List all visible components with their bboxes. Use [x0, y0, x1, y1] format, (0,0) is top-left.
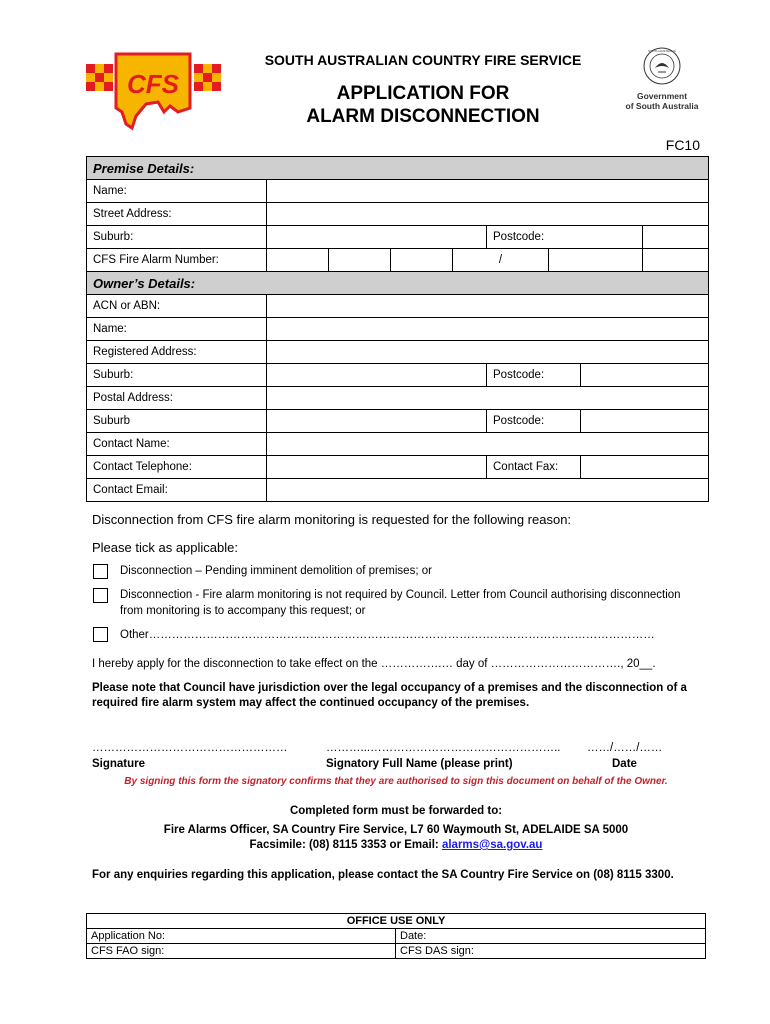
option-council-checkbox[interactable]	[93, 588, 108, 603]
owner-postal-label: Postal Address:	[87, 387, 267, 410]
tick-prompt: Please tick as applicable:	[92, 540, 238, 555]
owner-acn-label: ACN or ABN:	[87, 295, 267, 318]
owner-acn-field[interactable]	[267, 295, 709, 318]
office-use-table	[86, 913, 706, 959]
premise-section-header: Premise Details:	[87, 157, 709, 180]
date-line[interactable]: ……/……/……	[587, 742, 663, 754]
option-demolition-label: Disconnection – Pending imminent demolition of premises; or	[120, 565, 432, 577]
form-code: FC10	[665, 137, 700, 153]
option-other-label: Other……………………………………………………………………………………………………………………	[120, 629, 655, 641]
contact-name-label: Contact Name:	[87, 433, 267, 456]
gov-line2: of South Australia	[625, 101, 699, 111]
application-no-field[interactable]: Application No:	[87, 929, 396, 944]
premise-street-label: Street Address:	[87, 203, 267, 226]
premise-street-field[interactable]	[267, 203, 709, 226]
owner-registered-label: Registered Address:	[87, 341, 267, 364]
premise-name-label: Name:	[87, 180, 267, 203]
council-note-line2: required fire alarm system may affect the continued occupancy of the premises.	[92, 697, 530, 709]
contact-fax-label: Contact Fax:	[487, 456, 581, 479]
title-line2: ALARM DISCONNECTION	[306, 106, 540, 127]
gov-line1: Government	[636, 91, 688, 101]
das-sign-field[interactable]: CFS DAS sign:	[396, 944, 706, 959]
alarm-digit-box[interactable]	[329, 249, 391, 272]
fax-text: Facsimile: (08) 8115 3353 or Email:	[249, 839, 439, 851]
email-link[interactable]: alarms@sa.gov.au	[441, 839, 543, 851]
contact-phone-label: Contact Telephone:	[87, 456, 267, 479]
alarm-digit-box[interactable]	[643, 249, 709, 272]
fao-sign-field[interactable]: CFS FAO sign:	[87, 944, 396, 959]
signature-label: Signature	[92, 758, 146, 770]
signature-line[interactable]: ……………………………………………	[92, 742, 288, 754]
owner-postcode2-label: Postcode:	[487, 410, 581, 433]
contact-name-field[interactable]	[267, 433, 709, 456]
signatory-disclaimer: By signing this form the signatory confirms that they are authorised to sign this document on behalf of the Owner.	[124, 776, 668, 787]
alarm-digit-box[interactable]	[549, 249, 643, 272]
office-date-field[interactable]: Date:	[396, 929, 706, 944]
title-line1: APPLICATION FOR	[336, 83, 510, 104]
contact-phone-field[interactable]	[267, 456, 487, 479]
contact-fax-field[interactable]	[581, 456, 709, 479]
forwarding-address: Fire Alarms Officer, SA Country Fire Service, L7 60 Waymouth St, ADELAIDE SA 5000	[163, 824, 629, 836]
date-label: Date	[612, 758, 637, 770]
owner-name-field[interactable]	[267, 318, 709, 341]
alarm-digit-box[interactable]	[267, 249, 329, 272]
alarm-digit-box[interactable]	[391, 249, 453, 272]
seal-text: SOUTH AUSTRALIA	[648, 49, 676, 53]
premise-suburb-label: Suburb:	[87, 226, 267, 249]
alarm-number-label: CFS Fire Alarm Number:	[87, 249, 267, 272]
org-name: SOUTH AUSTRALIAN COUNTRY FIRE SERVICE	[264, 52, 582, 68]
forwarding-contact	[86, 839, 706, 851]
option-council-label-line2: from monitoring is to accompany this request; or	[120, 605, 366, 617]
contact-email-field[interactable]	[267, 479, 709, 502]
owner-suburb2-field[interactable]	[267, 410, 487, 433]
owner-postal-field[interactable]	[267, 387, 709, 410]
owner-postcode-label: Postcode:	[487, 364, 581, 387]
premise-postcode-field[interactable]	[643, 226, 709, 249]
premise-name-field[interactable]	[267, 180, 709, 203]
premise-suburb-field[interactable]	[267, 226, 487, 249]
owner-postcode2-field[interactable]	[581, 410, 709, 433]
option-other-checkbox[interactable]	[93, 627, 108, 642]
details-table	[86, 156, 709, 502]
owner-registered-field[interactable]	[267, 341, 709, 364]
owner-postcode-field[interactable]	[581, 364, 709, 387]
council-note-line1: Please note that Council have jurisdiction over the legal occupancy of a premises and the disconnection of a	[92, 682, 687, 694]
forwarding-heading: Completed form must be forwarded to:	[289, 805, 503, 817]
government-logo	[622, 46, 702, 111]
alarm-number-separator: /	[453, 249, 549, 272]
option-demolition-checkbox[interactable]	[93, 564, 108, 579]
state-seal-icon	[642, 46, 682, 86]
owner-suburb-field[interactable]	[267, 364, 487, 387]
option-council-label-line1: Disconnection - Fire alarm monitoring is not required by Council. Letter from Council authorising disconnection	[120, 589, 681, 601]
owner-suburb2-label: Suburb	[87, 410, 267, 433]
effective-date-line: I hereby apply for the disconnection to take effect on the …………….… day of ……………………………., 20__.	[92, 658, 656, 670]
logo-text: CFS	[127, 69, 179, 99]
enquiries-text: For any enquiries regarding this application, please contact the SA Country Fire Service on (08) 8115 3300.	[92, 869, 674, 881]
full-name-line[interactable]: ………...…………………………………………..	[326, 742, 561, 754]
owner-name-label: Name:	[87, 318, 267, 341]
full-name-label: Signatory Full Name (please print)	[326, 758, 513, 770]
reason-intro: Disconnection from CFS fire alarm monitoring is requested for the following reason:	[92, 512, 572, 527]
office-use-heading: OFFICE USE ONLY	[87, 914, 706, 929]
premise-postcode-label: Postcode:	[487, 226, 643, 249]
owner-suburb-label: Suburb:	[87, 364, 267, 387]
contact-email-label: Contact Email:	[87, 479, 267, 502]
owner-section-header: Owner’s Details:	[87, 272, 709, 295]
